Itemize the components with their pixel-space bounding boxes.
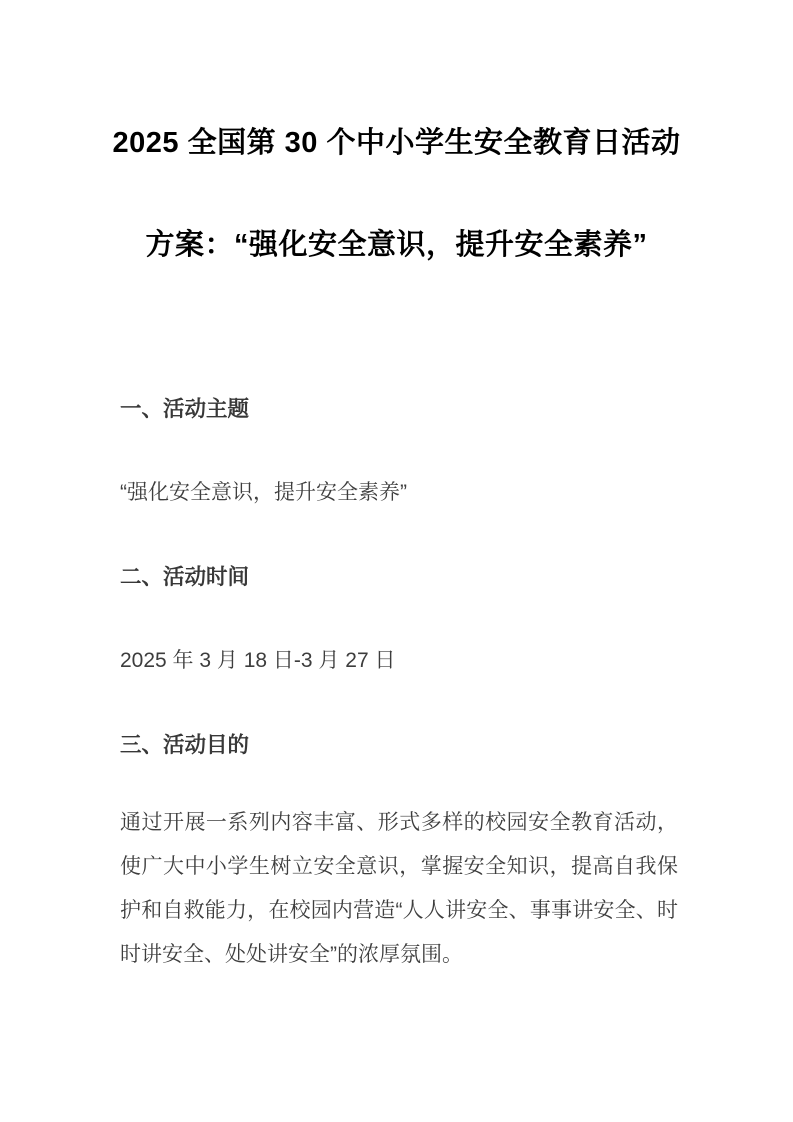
section-heading-activity-purpose: 三、活动目的	[120, 733, 250, 757]
section-body-activity-theme: “强化安全意识，提升安全素养”	[120, 481, 407, 504]
document-title-line-1: 2025 全国第 30 个中小学生安全教育日活动	[112, 127, 681, 159]
document-title-line-2: 方案：“强化安全意识，提升安全素养”	[145, 229, 648, 261]
section-body-activity-time: 2025 年 3 月 18 日-3 月 27 日	[120, 649, 396, 672]
section-heading-activity-time: 二、活动时间	[120, 565, 250, 589]
section-body-activity-purpose: 通过开展一系列内容丰富、形式多样的校园安全教育活动，使广大中小学生树立安全意识，掌握安全知识，提高自我保护和自救能力，在校园内营造“人人讲安全、事事讲安全、时时讲安全、处处讲安全”的浓厚氛围。	[120, 811, 678, 966]
document-body	[120, 396, 678, 977]
section-heading-activity-theme: 一、活动主题	[120, 397, 250, 421]
